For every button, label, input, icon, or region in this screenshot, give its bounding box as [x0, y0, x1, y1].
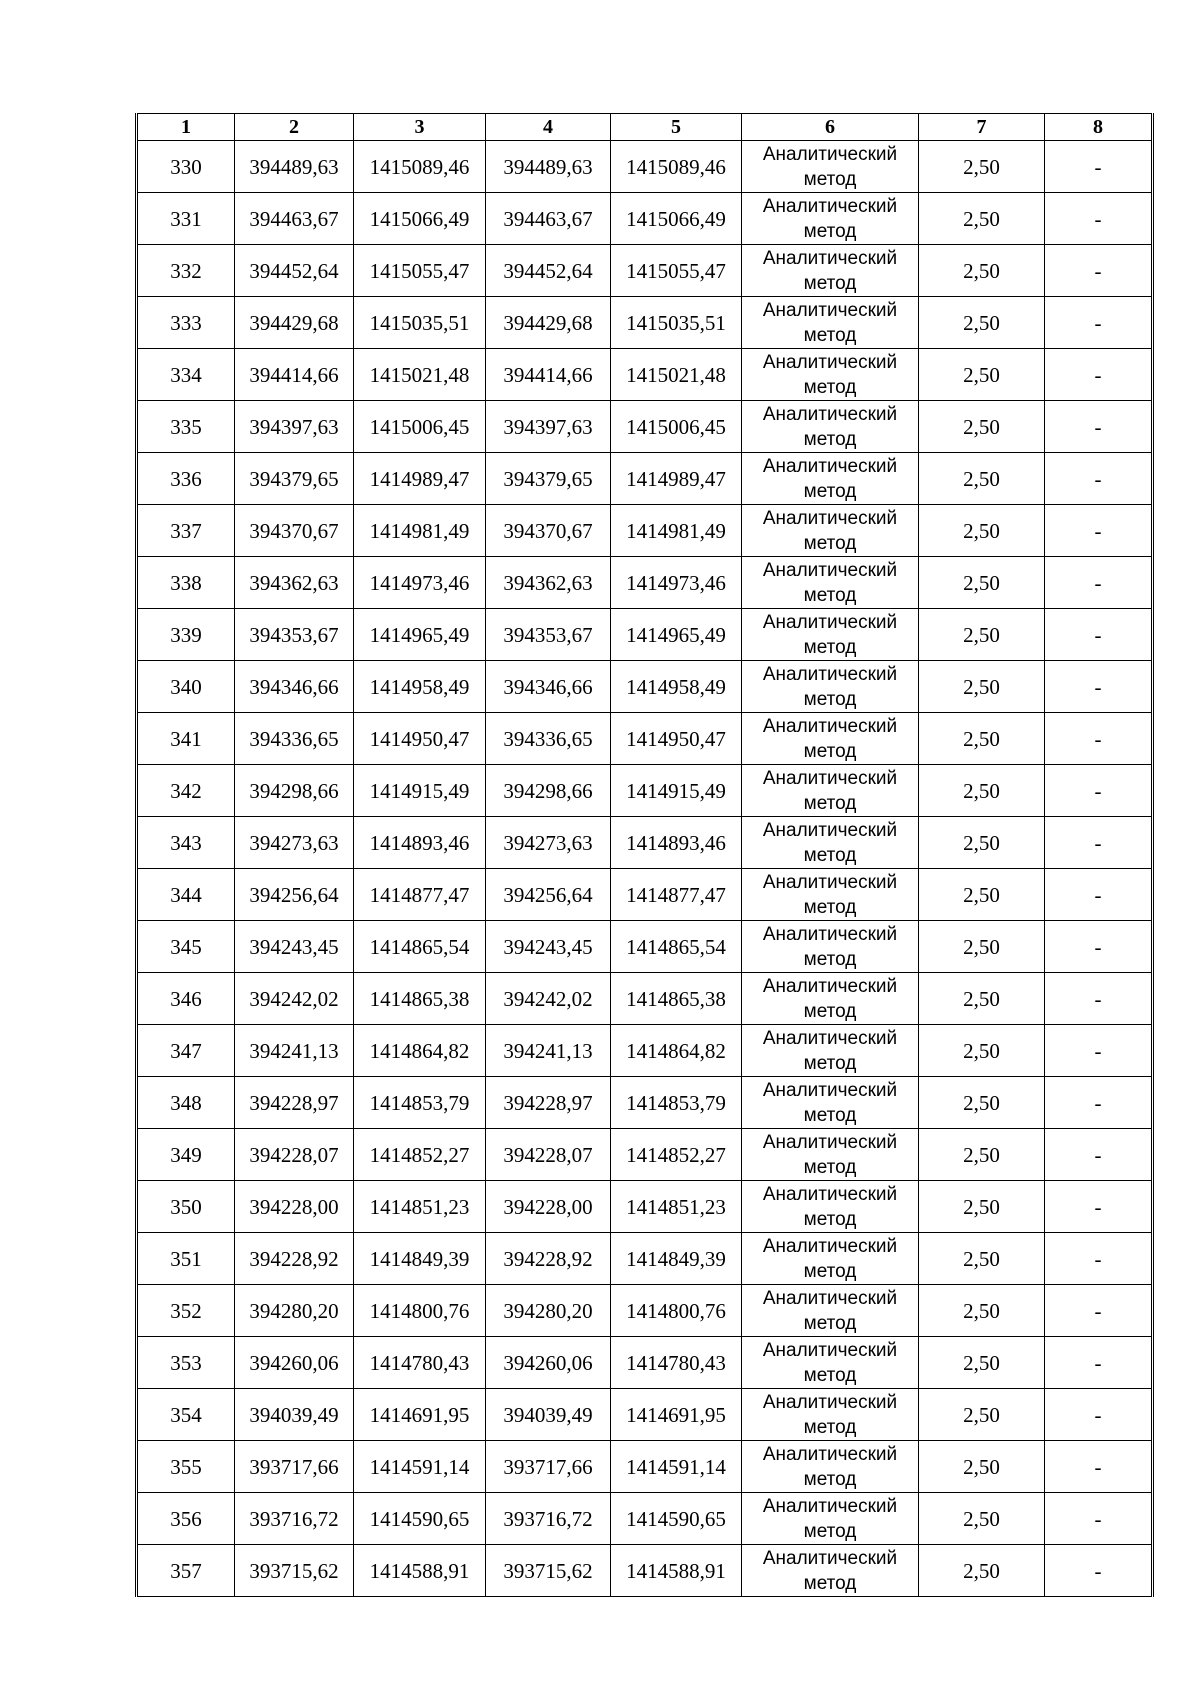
- table-row: [137, 401, 1153, 453]
- y-coord-cell: 1414800,76: [354, 1285, 486, 1337]
- x-coord-cell: 394039,49: [486, 1389, 611, 1441]
- x-coord-cell: 394346,66: [486, 661, 611, 713]
- method-cell: Аналитический метод: [742, 1077, 919, 1129]
- point-number-cell: 349: [137, 1129, 235, 1181]
- method-cell: Аналитический метод: [742, 973, 919, 1025]
- x-coord-cell: 394298,66: [486, 765, 611, 817]
- table-row: [137, 193, 1153, 245]
- point-number-cell: 346: [137, 973, 235, 1025]
- y-coord-cell: 1414950,47: [611, 713, 742, 765]
- accuracy-cell: 2,50: [919, 245, 1045, 297]
- note-cell: -: [1045, 245, 1153, 297]
- x-coord-cell: 394241,13: [235, 1025, 354, 1077]
- x-coord-cell: 394228,92: [235, 1233, 354, 1285]
- point-number-cell: 338: [137, 557, 235, 609]
- x-coord-cell: 394362,63: [486, 557, 611, 609]
- header-cell: 5: [611, 114, 742, 141]
- y-coord-cell: 1414973,46: [611, 557, 742, 609]
- table-row: [137, 1493, 1153, 1545]
- table-body: [137, 141, 1153, 1597]
- note-cell: -: [1045, 765, 1153, 817]
- point-number-cell: 332: [137, 245, 235, 297]
- note-cell: -: [1045, 1441, 1153, 1493]
- y-coord-cell: 1414877,47: [611, 869, 742, 921]
- y-coord-cell: 1415089,46: [354, 141, 486, 193]
- x-coord-cell: 394228,92: [486, 1233, 611, 1285]
- x-coord-cell: 394242,02: [486, 973, 611, 1025]
- accuracy-cell: 2,50: [919, 1389, 1045, 1441]
- note-cell: -: [1045, 869, 1153, 921]
- x-coord-cell: 394256,64: [486, 869, 611, 921]
- note-cell: -: [1045, 1025, 1153, 1077]
- method-cell: Аналитический метод: [742, 765, 919, 817]
- method-cell: Аналитический метод: [742, 1389, 919, 1441]
- header-cell: 4: [486, 114, 611, 141]
- accuracy-cell: 2,50: [919, 1285, 1045, 1337]
- y-coord-cell: 1414989,47: [354, 453, 486, 505]
- note-cell: -: [1045, 713, 1153, 765]
- note-cell: -: [1045, 1233, 1153, 1285]
- y-coord-cell: 1414852,27: [611, 1129, 742, 1181]
- point-number-cell: 357: [137, 1545, 235, 1597]
- accuracy-cell: 2,50: [919, 973, 1045, 1025]
- x-coord-cell: 394370,67: [486, 505, 611, 557]
- method-cell: Аналитический метод: [742, 1025, 919, 1077]
- point-number-cell: 350: [137, 1181, 235, 1233]
- point-number-cell: 345: [137, 921, 235, 973]
- method-cell: Аналитический метод: [742, 1181, 919, 1233]
- point-number-cell: 343: [137, 817, 235, 869]
- method-cell: Аналитический метод: [742, 1337, 919, 1389]
- x-coord-cell: 394463,67: [235, 193, 354, 245]
- table-row: [137, 713, 1153, 765]
- y-coord-cell: 1414591,14: [354, 1441, 486, 1493]
- header-cell: 6: [742, 114, 919, 141]
- document-page: [135, 113, 1151, 1597]
- y-coord-cell: 1414950,47: [354, 713, 486, 765]
- x-coord-cell: 394243,45: [486, 921, 611, 973]
- x-coord-cell: 394256,64: [235, 869, 354, 921]
- y-coord-cell: 1414780,43: [611, 1337, 742, 1389]
- note-cell: -: [1045, 1545, 1153, 1597]
- accuracy-cell: 2,50: [919, 401, 1045, 453]
- x-coord-cell: 394379,65: [235, 453, 354, 505]
- accuracy-cell: 2,50: [919, 557, 1045, 609]
- x-coord-cell: 394243,45: [235, 921, 354, 973]
- y-coord-cell: 1415066,49: [611, 193, 742, 245]
- accuracy-cell: 2,50: [919, 869, 1045, 921]
- header-cell: 1: [137, 114, 235, 141]
- y-coord-cell: 1414915,49: [354, 765, 486, 817]
- y-coord-cell: 1414851,23: [354, 1181, 486, 1233]
- method-cell: Аналитический метод: [742, 1285, 919, 1337]
- table-row: [137, 973, 1153, 1025]
- method-cell: Аналитический метод: [742, 1493, 919, 1545]
- y-coord-cell: 1414590,65: [611, 1493, 742, 1545]
- x-coord-cell: 394353,67: [486, 609, 611, 661]
- y-coord-cell: 1414958,49: [611, 661, 742, 713]
- y-coord-cell: 1414691,95: [354, 1389, 486, 1441]
- point-number-cell: 330: [137, 141, 235, 193]
- x-coord-cell: 394463,67: [486, 193, 611, 245]
- y-coord-cell: 1414981,49: [354, 505, 486, 557]
- method-cell: Аналитический метод: [742, 817, 919, 869]
- table-row: [137, 1441, 1153, 1493]
- table-row: [137, 141, 1153, 193]
- method-cell: Аналитический метод: [742, 1545, 919, 1597]
- note-cell: -: [1045, 453, 1153, 505]
- x-coord-cell: 394260,06: [486, 1337, 611, 1389]
- y-coord-cell: 1415006,45: [354, 401, 486, 453]
- y-coord-cell: 1415066,49: [354, 193, 486, 245]
- y-coord-cell: 1414915,49: [611, 765, 742, 817]
- table-row: [137, 1129, 1153, 1181]
- method-cell: Аналитический метод: [742, 557, 919, 609]
- note-cell: -: [1045, 817, 1153, 869]
- y-coord-cell: 1414780,43: [354, 1337, 486, 1389]
- x-coord-cell: 393717,66: [235, 1441, 354, 1493]
- y-coord-cell: 1414865,38: [354, 973, 486, 1025]
- table-row: [137, 349, 1153, 401]
- note-cell: -: [1045, 297, 1153, 349]
- x-coord-cell: 394362,63: [235, 557, 354, 609]
- y-coord-cell: 1415035,51: [611, 297, 742, 349]
- x-coord-cell: 393716,72: [235, 1493, 354, 1545]
- method-cell: Аналитический метод: [742, 869, 919, 921]
- table-row: [137, 1545, 1153, 1597]
- method-cell: Аналитический метод: [742, 505, 919, 557]
- method-cell: Аналитический метод: [742, 401, 919, 453]
- x-coord-cell: 394228,00: [235, 1181, 354, 1233]
- y-coord-cell: 1414864,82: [354, 1025, 486, 1077]
- y-coord-cell: 1415035,51: [354, 297, 486, 349]
- y-coord-cell: 1414590,65: [354, 1493, 486, 1545]
- x-coord-cell: 394429,68: [486, 297, 611, 349]
- x-coord-cell: 394353,67: [235, 609, 354, 661]
- table-row: [137, 609, 1153, 661]
- table-row: [137, 1233, 1153, 1285]
- x-coord-cell: 394336,65: [486, 713, 611, 765]
- table-row: [137, 765, 1153, 817]
- point-number-cell: 335: [137, 401, 235, 453]
- y-coord-cell: 1414981,49: [611, 505, 742, 557]
- header-cell: 8: [1045, 114, 1153, 141]
- table-row: [137, 921, 1153, 973]
- table-row: [137, 661, 1153, 713]
- x-coord-cell: 394228,07: [235, 1129, 354, 1181]
- x-coord-cell: 394489,63: [486, 141, 611, 193]
- method-cell: Аналитический метод: [742, 349, 919, 401]
- x-coord-cell: 393715,62: [486, 1545, 611, 1597]
- x-coord-cell: 394346,66: [235, 661, 354, 713]
- method-cell: Аналитический метод: [742, 141, 919, 193]
- accuracy-cell: 2,50: [919, 1233, 1045, 1285]
- x-coord-cell: 394414,66: [235, 349, 354, 401]
- x-coord-cell: 394280,20: [486, 1285, 611, 1337]
- table-row: [137, 453, 1153, 505]
- point-number-cell: 348: [137, 1077, 235, 1129]
- method-cell: Аналитический метод: [742, 297, 919, 349]
- x-coord-cell: 393715,62: [235, 1545, 354, 1597]
- note-cell: -: [1045, 1285, 1153, 1337]
- y-coord-cell: 1414965,49: [354, 609, 486, 661]
- table-row: [137, 1077, 1153, 1129]
- accuracy-cell: 2,50: [919, 141, 1045, 193]
- x-coord-cell: 394370,67: [235, 505, 354, 557]
- coordinates-table: [135, 113, 1154, 1597]
- accuracy-cell: 2,50: [919, 1129, 1045, 1181]
- accuracy-cell: 2,50: [919, 609, 1045, 661]
- note-cell: -: [1045, 505, 1153, 557]
- method-cell: Аналитический метод: [742, 193, 919, 245]
- accuracy-cell: 2,50: [919, 1545, 1045, 1597]
- point-number-cell: 352: [137, 1285, 235, 1337]
- accuracy-cell: 2,50: [919, 193, 1045, 245]
- x-coord-cell: 394241,13: [486, 1025, 611, 1077]
- note-cell: -: [1045, 557, 1153, 609]
- y-coord-cell: 1415021,48: [354, 349, 486, 401]
- accuracy-cell: 2,50: [919, 1337, 1045, 1389]
- accuracy-cell: 2,50: [919, 453, 1045, 505]
- y-coord-cell: 1414853,79: [611, 1077, 742, 1129]
- point-number-cell: 353: [137, 1337, 235, 1389]
- method-cell: Аналитический метод: [742, 1129, 919, 1181]
- point-number-cell: 333: [137, 297, 235, 349]
- note-cell: -: [1045, 609, 1153, 661]
- x-coord-cell: 394336,65: [235, 713, 354, 765]
- x-coord-cell: 394397,63: [235, 401, 354, 453]
- table-header-row: [137, 114, 1153, 141]
- accuracy-cell: 2,50: [919, 297, 1045, 349]
- y-coord-cell: 1414958,49: [354, 661, 486, 713]
- table-row: [137, 1025, 1153, 1077]
- note-cell: -: [1045, 661, 1153, 713]
- method-cell: Аналитический метод: [742, 453, 919, 505]
- x-coord-cell: 394242,02: [235, 973, 354, 1025]
- table-row: [137, 817, 1153, 869]
- point-number-cell: 340: [137, 661, 235, 713]
- x-coord-cell: 394228,07: [486, 1129, 611, 1181]
- x-coord-cell: 394452,64: [235, 245, 354, 297]
- y-coord-cell: 1414591,14: [611, 1441, 742, 1493]
- table-row: [137, 245, 1153, 297]
- y-coord-cell: 1414973,46: [354, 557, 486, 609]
- point-number-cell: 334: [137, 349, 235, 401]
- note-cell: -: [1045, 973, 1153, 1025]
- y-coord-cell: 1414865,54: [354, 921, 486, 973]
- note-cell: -: [1045, 1493, 1153, 1545]
- x-coord-cell: 394039,49: [235, 1389, 354, 1441]
- table-row: [137, 505, 1153, 557]
- y-coord-cell: 1415006,45: [611, 401, 742, 453]
- y-coord-cell: 1414877,47: [354, 869, 486, 921]
- x-coord-cell: 393716,72: [486, 1493, 611, 1545]
- accuracy-cell: 2,50: [919, 1025, 1045, 1077]
- x-coord-cell: 394228,97: [235, 1077, 354, 1129]
- table-row: [137, 1389, 1153, 1441]
- method-cell: Аналитический метод: [742, 609, 919, 661]
- point-number-cell: 339: [137, 609, 235, 661]
- method-cell: Аналитический метод: [742, 661, 919, 713]
- accuracy-cell: 2,50: [919, 661, 1045, 713]
- method-cell: Аналитический метод: [742, 1233, 919, 1285]
- point-number-cell: 344: [137, 869, 235, 921]
- note-cell: -: [1045, 349, 1153, 401]
- note-cell: -: [1045, 401, 1153, 453]
- point-number-cell: 356: [137, 1493, 235, 1545]
- x-coord-cell: 394260,06: [235, 1337, 354, 1389]
- point-number-cell: 342: [137, 765, 235, 817]
- note-cell: -: [1045, 1181, 1153, 1233]
- note-cell: -: [1045, 1129, 1153, 1181]
- point-number-cell: 341: [137, 713, 235, 765]
- table-row: [137, 869, 1153, 921]
- y-coord-cell: 1414989,47: [611, 453, 742, 505]
- table-row: [137, 557, 1153, 609]
- point-number-cell: 354: [137, 1389, 235, 1441]
- point-number-cell: 331: [137, 193, 235, 245]
- accuracy-cell: 2,50: [919, 1077, 1045, 1129]
- point-number-cell: 337: [137, 505, 235, 557]
- note-cell: -: [1045, 141, 1153, 193]
- y-coord-cell: 1414849,39: [611, 1233, 742, 1285]
- accuracy-cell: 2,50: [919, 921, 1045, 973]
- table-row: [137, 1337, 1153, 1389]
- x-coord-cell: 394228,97: [486, 1077, 611, 1129]
- accuracy-cell: 2,50: [919, 349, 1045, 401]
- y-coord-cell: 1414851,23: [611, 1181, 742, 1233]
- accuracy-cell: 2,50: [919, 765, 1045, 817]
- point-number-cell: 336: [137, 453, 235, 505]
- y-coord-cell: 1414849,39: [354, 1233, 486, 1285]
- x-coord-cell: 394280,20: [235, 1285, 354, 1337]
- x-coord-cell: 394397,63: [486, 401, 611, 453]
- y-coord-cell: 1415021,48: [611, 349, 742, 401]
- table-row: [137, 297, 1153, 349]
- point-number-cell: 355: [137, 1441, 235, 1493]
- x-coord-cell: 394414,66: [486, 349, 611, 401]
- note-cell: -: [1045, 1337, 1153, 1389]
- header-cell: 2: [235, 114, 354, 141]
- y-coord-cell: 1414800,76: [611, 1285, 742, 1337]
- x-coord-cell: 394298,66: [235, 765, 354, 817]
- note-cell: -: [1045, 193, 1153, 245]
- x-coord-cell: 394452,64: [486, 245, 611, 297]
- y-coord-cell: 1414865,54: [611, 921, 742, 973]
- y-coord-cell: 1414865,38: [611, 973, 742, 1025]
- table-row: [137, 1181, 1153, 1233]
- y-coord-cell: 1414864,82: [611, 1025, 742, 1077]
- point-number-cell: 347: [137, 1025, 235, 1077]
- note-cell: -: [1045, 1077, 1153, 1129]
- x-coord-cell: 394489,63: [235, 141, 354, 193]
- y-coord-cell: 1414588,91: [611, 1545, 742, 1597]
- y-coord-cell: 1414691,95: [611, 1389, 742, 1441]
- accuracy-cell: 2,50: [919, 713, 1045, 765]
- x-coord-cell: 393717,66: [486, 1441, 611, 1493]
- y-coord-cell: 1414893,46: [611, 817, 742, 869]
- header-cell: 7: [919, 114, 1045, 141]
- y-coord-cell: 1415055,47: [611, 245, 742, 297]
- method-cell: Аналитический метод: [742, 245, 919, 297]
- y-coord-cell: 1415089,46: [611, 141, 742, 193]
- x-coord-cell: 394429,68: [235, 297, 354, 349]
- y-coord-cell: 1414588,91: [354, 1545, 486, 1597]
- x-coord-cell: 394273,63: [235, 817, 354, 869]
- method-cell: Аналитический метод: [742, 921, 919, 973]
- x-coord-cell: 394379,65: [486, 453, 611, 505]
- accuracy-cell: 2,50: [919, 505, 1045, 557]
- table-row: [137, 1285, 1153, 1337]
- x-coord-cell: 394273,63: [486, 817, 611, 869]
- y-coord-cell: 1414965,49: [611, 609, 742, 661]
- y-coord-cell: 1414852,27: [354, 1129, 486, 1181]
- accuracy-cell: 2,50: [919, 1441, 1045, 1493]
- y-coord-cell: 1414853,79: [354, 1077, 486, 1129]
- x-coord-cell: 394228,00: [486, 1181, 611, 1233]
- y-coord-cell: 1415055,47: [354, 245, 486, 297]
- method-cell: Аналитический метод: [742, 1441, 919, 1493]
- accuracy-cell: 2,50: [919, 1493, 1045, 1545]
- y-coord-cell: 1414893,46: [354, 817, 486, 869]
- accuracy-cell: 2,50: [919, 1181, 1045, 1233]
- note-cell: -: [1045, 1389, 1153, 1441]
- note-cell: -: [1045, 921, 1153, 973]
- method-cell: Аналитический метод: [742, 713, 919, 765]
- header-cell: 3: [354, 114, 486, 141]
- point-number-cell: 351: [137, 1233, 235, 1285]
- accuracy-cell: 2,50: [919, 817, 1045, 869]
